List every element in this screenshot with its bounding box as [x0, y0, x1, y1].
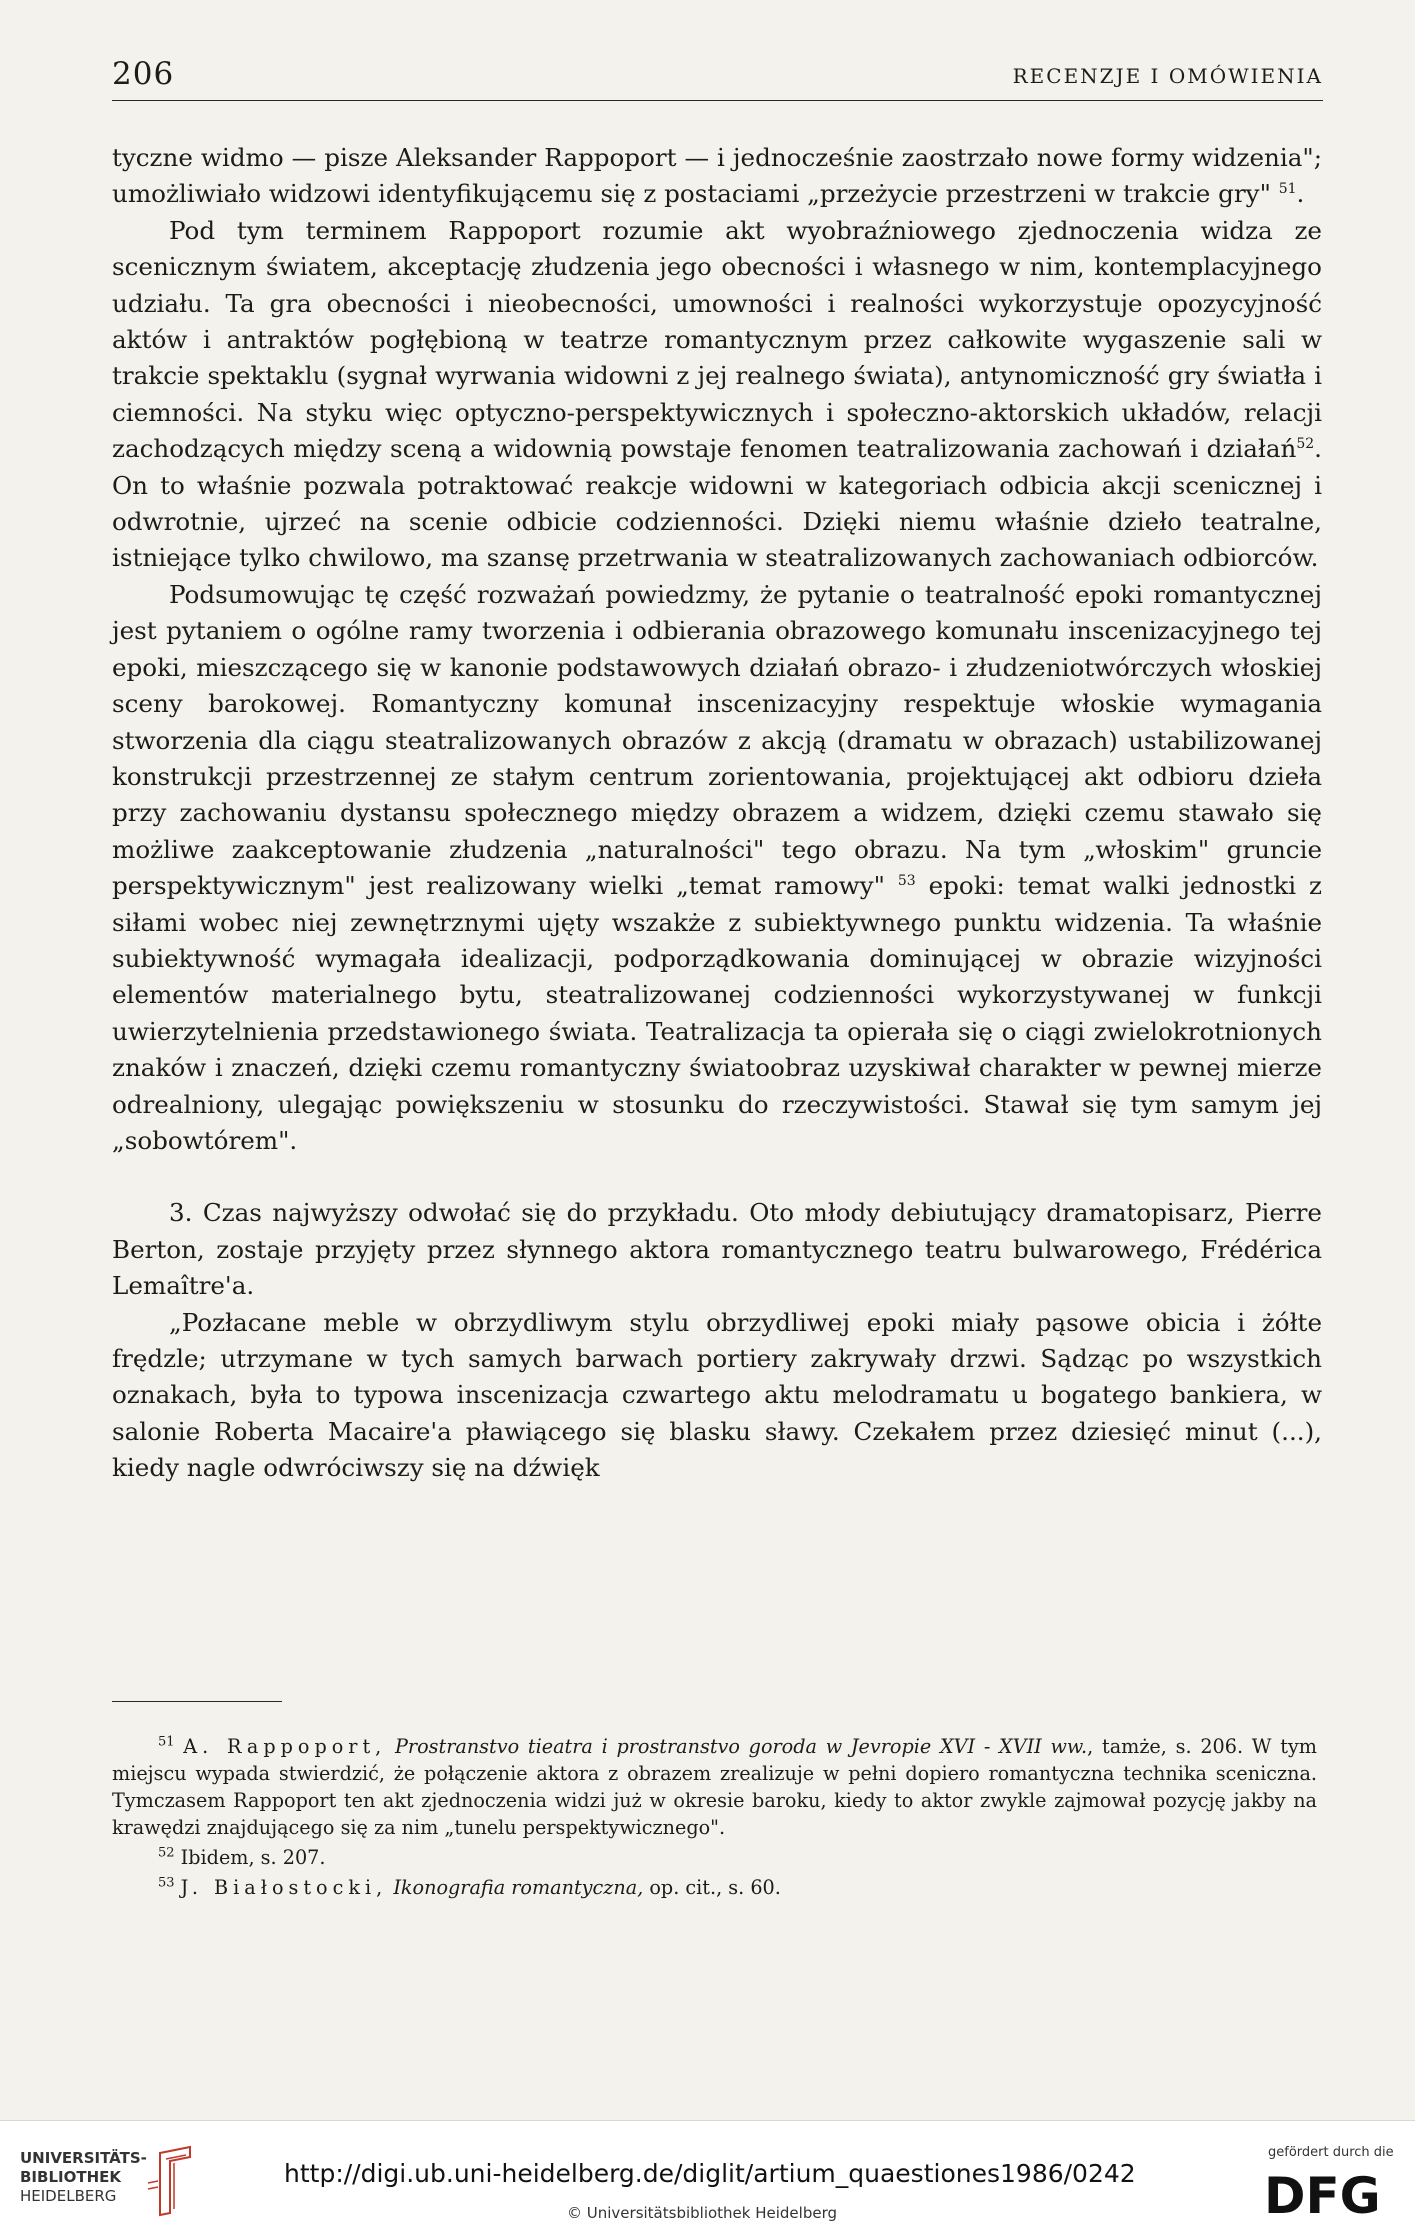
- footnote: $^{52}$ Ibidem, s. 207.: [158, 1845, 326, 1869]
- svg-text:DFG: DFG: [1264, 2167, 1381, 2219]
- page-header: [112, 56, 1323, 101]
- footnote-author: A. Rappoport,: [183, 1735, 387, 1758]
- running-title: RECENZJE I OMÓWIENIA: [1012, 64, 1323, 88]
- copyright-notice: © Universitätsbibliothek Heidelberg: [567, 2204, 838, 2222]
- section-spacer: [112, 1159, 1322, 1195]
- page-number: 206: [112, 56, 175, 92]
- paragraph: Podsumowując tę część rozważań powiedzmy, że pytanie o teatralność epoki romantycznej jest pytaniem o ogólne ramy tworzenia i odbierania obrazowego komunału inscenizacyjnego tej epoki, mieszczącego się w kanonie podstawowych działań obrazo- i złudzeniotwórczych włoskiej sceny barokowej. Romantyczny komunał inscenizacyjny respektuje włoskie wymagania stworzenia dla ciągu steatralizowanych obrazów z akcją (dramatu w obrazach) ustabilizowanej konstrukcji przestrzennej ze stałym centrum zorientowania, projektującej akt odbioru dzieła przy zachowaniu dystansu społecznego między obrazem a widzem, dzięki czemu stawało się możliwe zaakceptowanie złudzenia „naturalności" tego obrazu. Na tym „włoskim" gruncie perspektywicznym" jest realizowany wielki „temat ramowy" $^{53}$ epoki: temat walki jednostki z siłami wobec niej zewnętrznymi ujęty wszakże z subiektywnego punktu widzenia. Ta właśnie subiektywność wymagała idealizacji, podporządkowania dominującej w obrazie wizyjności elementów materialnego bytu, steatralizowanej codzienności wykorzystywanej w funkcji uwierzytelnienia przedstawionego świata. Teatralizacja ta opierała się o ciągi zwielokrotnionych znaków i znaczeń, dzięki czemu romantyczny światoobraz uzyskiwał charakter w pewnej mierze odrealniony, ulegając powiększeniu w stosunku do rzeczywistości. Stawał się tym samym jej „sobowtórem".: [112, 579, 1322, 1155]
- paragraph: Pod tym terminem Rappoport rozumie akt wyobraźniowego zjednoczenia widza ze scenicznym światem, akceptację złudzenia jego obecności i własnego w nim, kontemplacyjnego udziału. Ta gra obecności i nieobecności, umowności i realności wykorzystuje opozycyjność aktów i antraktów pogłębioną w teatrze romantycznym przez całkowite wygaszenie sali w trakcie spektaklu (sygnał wyrwania widowni z jej realnego świata), antynomiczność gry światła i ciemności. Na styku więc optyczno-perspektywicznych i społeczno-aktorskich układów, relacji zachodzących między sceną a widownią powstaje fenomen teatralizowania zachowań i działań$^{52}$. On to właśnie pozwala potraktować reakcje widowni w kategoriach odbicia akcji scenicznej i odwrotnie, ujrzeć na scenie odbicie codzienności. Dzięki niemu właśnie dzieło teatralne, istniejące tylko chwilowo, ma szansę przetrwania w steatralizowanych zachowaniach odbiorców.: [112, 215, 1322, 573]
- digitization-footer: [0, 2120, 1415, 2240]
- main-text: [112, 140, 1322, 1487]
- footnote: $^{51}$ A. Rappoport, Prostranstvo tieatra i prostranstvo goroda w Jevropie XVI - XVII ww., tamże, s. 206. W tym miejscu wypada stwierdzić, że połączenie aktora z obrazem zrealizuje w pełni dopiero romantyczna technika sceniczna. Tymczasem Rappoport ten akt zjednoczenia widzi już w okresie baroku, kiedy to aktor zwykle zajmował pozycję jakby na krawędzi znajdującego się za nim „tunelu perspektywicznego".: [112, 1734, 1317, 1839]
- footnotes: [112, 1733, 1317, 1904]
- footnote-author: J. Białostocki,: [180, 1876, 388, 1899]
- footnote-title: Ikonografia romantyczna,: [393, 1876, 644, 1899]
- footnote-ref: 51: [1278, 181, 1297, 198]
- permalink[interactable]: http://digi.ub.uni-heidelberg.de/diglit/artium_quaestiones1986/0242: [284, 2159, 1136, 2188]
- library-name: UNIVERSITÄTS- BIBLIOTHEK HEIDELBERG: [20, 2149, 147, 2205]
- paragraph: „Pozłacane meble w obrzydliwym stylu obrzydliwej epoki miały pąsowe obicia i żółte frędzle; utrzymane w tych samych barwach portiery zakrywały drzwi. Sądząc po wszystkich oznakach, była to typowa inscenizacja czwartego aktu melodramatu u bogatego bankiera, w salonie Roberta Macaire'a pławiącego się blasku sławy. Czekałem przez dziesięć minut (...), kiedy nagle odwróciwszy się na dźwięk: [112, 1307, 1322, 1483]
- dfg-logo: [1262, 2167, 1392, 2219]
- footnote-separator: [112, 1701, 282, 1702]
- footnote-ref: 52: [1296, 436, 1315, 453]
- paragraph: 3. Czas najwyższy odwołać się do przykładu. Oto młody debiutujący dramatopisarz, Pierre Berton, zostaje przyjęty przez słynnego aktora romantycznego teatru bulwarowego, Frédérica Lemaître'a.: [112, 1198, 1322, 1301]
- footnote: $^{53}$ J. Białostocki, Ikonografia romantyczna, op. cit., s. 60.: [158, 1875, 781, 1899]
- paragraph: tyczne widmo — pisze Aleksander Rappoport — i jednocześnie zaostrzało nowe formy widzenia"; umożliwiało widzowi identyfikującemu się z postaciami „przeżycie przestrzeni w trakcie gry" $^{51}$.: [112, 143, 1322, 209]
- footnote-title: Prostranstvo tieatra i prostranstvo goroda w Jevropie XVI - XVII ww.: [395, 1735, 1088, 1758]
- funding-label: gefördert durch die: [1268, 2145, 1394, 2160]
- library-logo-icon: [146, 2143, 196, 2217]
- footnote-ref: 53: [897, 872, 916, 889]
